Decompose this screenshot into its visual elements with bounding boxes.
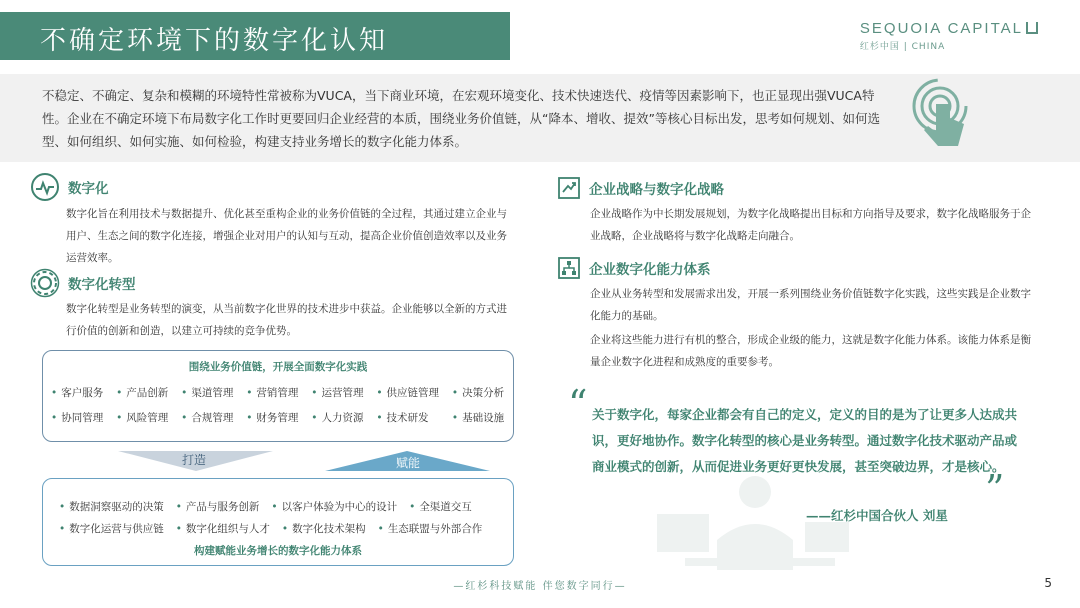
quote-open-mark: “ xyxy=(568,382,588,426)
page-number: 5 xyxy=(1044,576,1052,590)
value-chain-item: • 营销管理 xyxy=(246,385,305,400)
empower-arrow-label: 赋能 xyxy=(396,456,421,470)
value-chain-item: • 协同管理 xyxy=(51,410,110,425)
section-digitization-body: 数字化旨在利用技术与数据提升、优化甚至重构企业的业务价值链的全过程，其通过建立企业与用户、生态之间的数字化连接，增强企业对用户的认知与互动，提高企业价值创造效率以及业务运营效率。 xyxy=(66,208,507,264)
section-capability-title: 企业数字化能力体系 xyxy=(589,262,711,278)
section-transformation-body: 数字化转型是业务转型的演变，从当前数字化世界的技术进步中获益。企业能够以全新的方式进行价值的创新和创造，以建立可持续的竞争优势。 xyxy=(66,303,507,337)
value-chain-title: 围绕业务价值链，开展全面数字化实践 xyxy=(188,361,368,373)
logo-subtitle: 红杉中国 | CHINA xyxy=(859,42,946,52)
value-chain-item: • 客户服务 xyxy=(51,385,110,400)
quote-close-mark: ” xyxy=(985,467,1005,511)
page-title: 不确定环境下的数字化认知 xyxy=(40,26,389,56)
value-chain-item: • 运营管理 xyxy=(311,385,370,400)
value-chain-item: • 供应链管理 xyxy=(376,385,446,400)
value-chain-item: • 技术研发 xyxy=(376,410,446,425)
capability-item: • 数据洞察驱动的决策 xyxy=(59,499,164,514)
pulse-icon xyxy=(30,172,60,202)
section-transformation-title: 数字化转型 xyxy=(68,277,136,293)
logo-mark-icon xyxy=(1026,22,1038,34)
section-strategy-body: 企业战略作为中长期发展规划，为数字化战略提出目标和方向指导及要求，数字化战略服务于企业战略，企业战略将与数字化战略走向融合。 xyxy=(590,208,1031,242)
touch-hand-icon xyxy=(908,78,978,158)
capability-item: • 数字化技术架构 xyxy=(282,521,366,536)
capability-row-2 xyxy=(59,521,482,536)
intro-text: 不稳定、不确定、复杂和模糊的环境特性常被称为VUCA，当下商业环境，在宏观环境变化、技术快速迭代、疫情等因素影响下，也正显现出强VUCA特性。企业在不确定环境下布局数字化工作时更要回归企业经营的本质，围绕业务价值链，从“降本、增收、提效”等核心目标出发，思考如何规划、如何选型、如何组织、如何实施、如何检验，构建支持业务增长的数字化能力体系。 xyxy=(42,88,880,149)
capability-item: • 生态联盟与外部合作 xyxy=(378,521,483,536)
capability-item: • 数字化组织与人才 xyxy=(176,521,270,536)
footer-slogan: —红杉科技赋能 伴您数字同行— xyxy=(453,581,627,592)
section-digitization-header xyxy=(30,172,109,202)
capability-item: • 以客户体验为中心的设计 xyxy=(271,499,397,514)
capability-footer: 构建赋能业务增长的数字化能力体系 xyxy=(194,545,362,557)
value-chain-item: • 合规管理 xyxy=(181,410,240,425)
value-chain-item: • 产品创新 xyxy=(116,385,175,400)
build-arrow-label: 打造 xyxy=(182,453,207,467)
section-digitization-title: 数字化 xyxy=(68,181,109,197)
value-chain-item: • 渠道管理 xyxy=(181,385,240,400)
value-chain-box xyxy=(42,350,514,442)
capability-row-1 xyxy=(59,499,472,514)
value-chain-item: • 决策分析 xyxy=(452,385,511,400)
value-chain-item: • 基础设施 xyxy=(452,410,511,425)
value-chain-item: • 人力资源 xyxy=(311,410,370,425)
org-chart-icon xyxy=(557,256,581,280)
value-chain-item: • 风险管理 xyxy=(116,410,175,425)
capability-box xyxy=(42,478,514,566)
logo-wordmark: SEQUOIA CAPITAL xyxy=(859,20,1023,37)
value-chain-grid xyxy=(51,385,511,425)
quote-author: ——红杉中国合伙人 刘星 xyxy=(806,508,948,523)
sequoia-logo xyxy=(860,20,1038,52)
capability-item: • 数字化运营与供应链 xyxy=(59,521,164,536)
growth-chart-icon xyxy=(557,176,581,200)
value-chain-item: • 财务管理 xyxy=(246,410,305,425)
section-strategy-header xyxy=(557,176,724,200)
capability-item: • 全渠道交互 xyxy=(409,499,472,514)
title-banner xyxy=(0,12,510,60)
section-capability-body-1: 企业从业务转型和发展需求出发，开展一系列围绕业务价值链数字化实践，这些实践是企业数字化能力的基础。 xyxy=(590,288,1031,322)
intro-band xyxy=(0,74,1080,162)
section-capability-body-2: 企业将这些能力进行有机的整合，形成企业级的能力，这就是数字化能力体系。该能力体系是衡量企业数字化进程和成熟度的重要参考。 xyxy=(590,334,1031,368)
section-strategy-title: 企业战略与数字化战略 xyxy=(589,182,724,198)
capability-item: • 产品与服务创新 xyxy=(176,499,260,514)
section-transformation-header xyxy=(30,268,136,298)
section-capability-header xyxy=(557,256,711,280)
quote-text: 关于数字化，每家企业都会有自己的定义，定义的目的是为了让更多人达成共识，更好地协作。数字化转型的核心是业务转型。通过数字化技术驱动产品或商业模式的创新，从而促进业务更好更快发展，甚至突破边界，才是核心。 xyxy=(592,407,1018,474)
gear-icon xyxy=(30,268,60,298)
